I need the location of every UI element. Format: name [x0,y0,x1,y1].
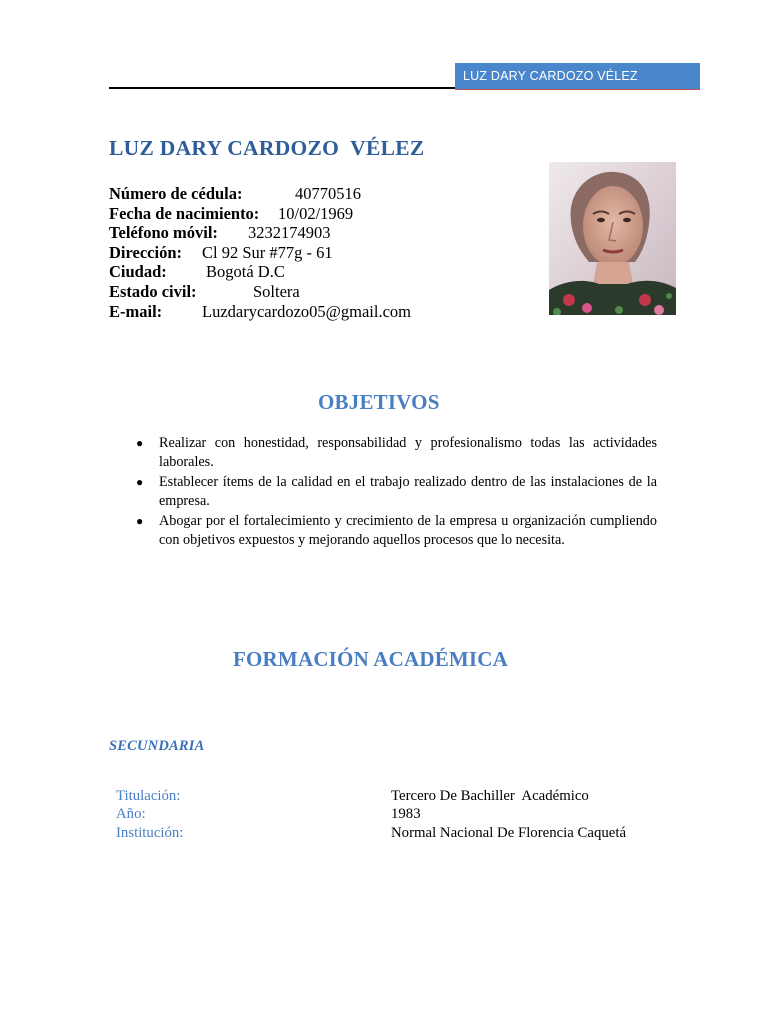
bullet-icon: ● [136,474,144,489]
header-band-underline [455,89,700,90]
edu-label-institution: Institución: [116,825,184,841]
objective-text: Realizar con honestidad, responsabilidad y profesionalismo todas las actividades laborales. [159,435,657,471]
list-item [136,512,657,551]
edu-value-institution: Normal Nacional De Florencia Caquetá [391,825,627,841]
info-value: Cl 92 Sur #77g - 61 [202,242,333,262]
bullet-icon: ● [136,513,144,528]
candidate-name: LUZ DARY CARDOZO VÉLEZ [109,136,425,160]
info-label: Teléfono móvil: [109,223,218,243]
education-level: SECUNDARIA [109,738,205,754]
objective-text: Establecer ítems de la calidad en el trabajo realizado dentro de las instalaciones de la empresa. [159,473,657,510]
info-label: Fecha de nacimiento: [109,203,260,223]
info-value: Soltera [253,281,300,301]
edu-value-title: Tercero De Bachiller Académico [391,788,589,804]
info-value: Bogotá D.C [206,262,285,282]
info-value: 40770516 [295,184,361,203]
objectives-heading: OBJETIVOS [318,390,440,414]
list-item [136,434,657,473]
header-rule [109,87,455,89]
info-value: Luzdarycardozo05@gmail.com [202,301,411,321]
profile-photo [549,162,676,315]
header-name-band: LUZ DARY CARDOZO VÉLEZ [455,63,700,89]
edu-label-year: Año: [116,806,146,822]
bullet-icon: ● [136,436,144,450]
objective-text: Abogar por el fortalecimiento y crecimiento de la empresa u organización cumpliendo con objetivos expuestos y mejorando aquellos procesos que lo necesita. [159,512,657,549]
info-label: Ciudad: [109,262,167,282]
info-label: Número de cédula: [109,184,243,203]
info-value: 10/02/1969 [278,203,354,223]
edu-label-title: Titulación: [116,788,181,804]
objectives-list [136,434,657,550]
edu-value-year: 1983 [391,806,421,822]
info-value: 3232174903 [248,223,331,243]
education-heading: FORMACIÓN ACADÉMICA [233,647,509,671]
info-label: Dirección: [109,242,183,262]
info-label: E-mail: [109,301,163,321]
info-label: Estado civil: [109,281,197,301]
list-item [136,473,657,512]
